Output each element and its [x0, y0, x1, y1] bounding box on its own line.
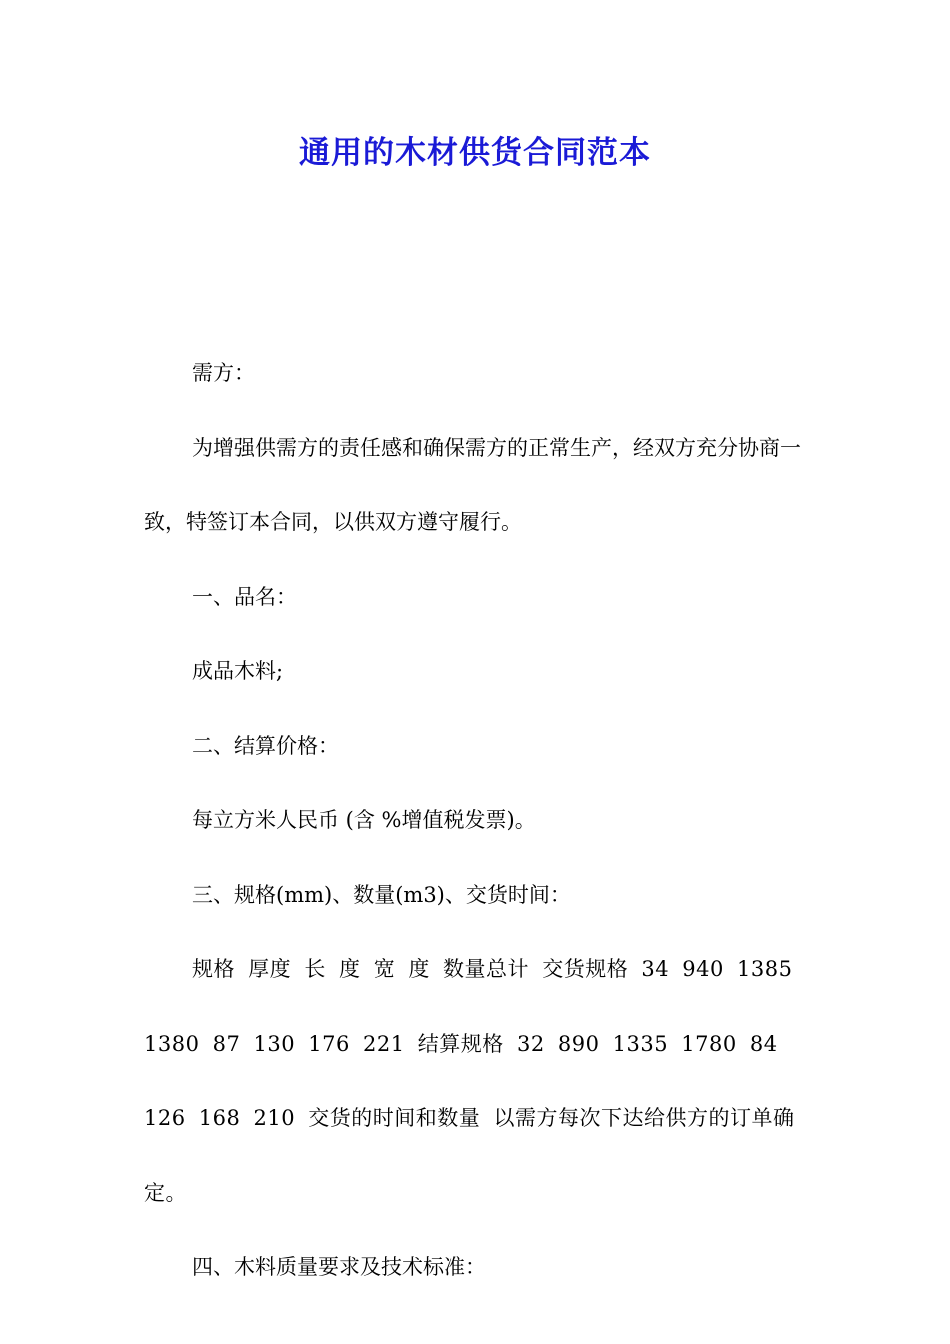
preamble-paragraph: 为增强供需方的责任感和确保需方的正常生产，经双方充分协商一致，特签订本合同，以供双方遵守履行。 — [144, 435, 801, 534]
price-paragraph: 每立方米人民币 (含 %增值税发票)。 — [192, 808, 536, 832]
section-1-heading: 一、品名： — [192, 584, 297, 609]
buyer-label: 需方： — [192, 361, 255, 385]
section-2-heading: 二、结算价格： — [192, 733, 339, 758]
product-name: 成品木料; — [192, 659, 284, 683]
section-4-heading: 四、木料质量要求及技术标准： — [192, 1255, 486, 1279]
document-title: 通用的木材供货合同范本 — [299, 135, 651, 171]
specification-paragraph: 规格 厚度 长 度 宽 度 数量总计 交货规格 34 940 1385 1380 87 130 176 221 结算规格 32 890 1335 1780 84 126 168 210 交货的时间和数量 以需方每次下达给供方的订单确定。 — [144, 957, 795, 1205]
document-body — [144, 336, 814, 1305]
section-3-heading: 三、规格(mm)、数量(m3)、交货时间： — [192, 882, 571, 907]
